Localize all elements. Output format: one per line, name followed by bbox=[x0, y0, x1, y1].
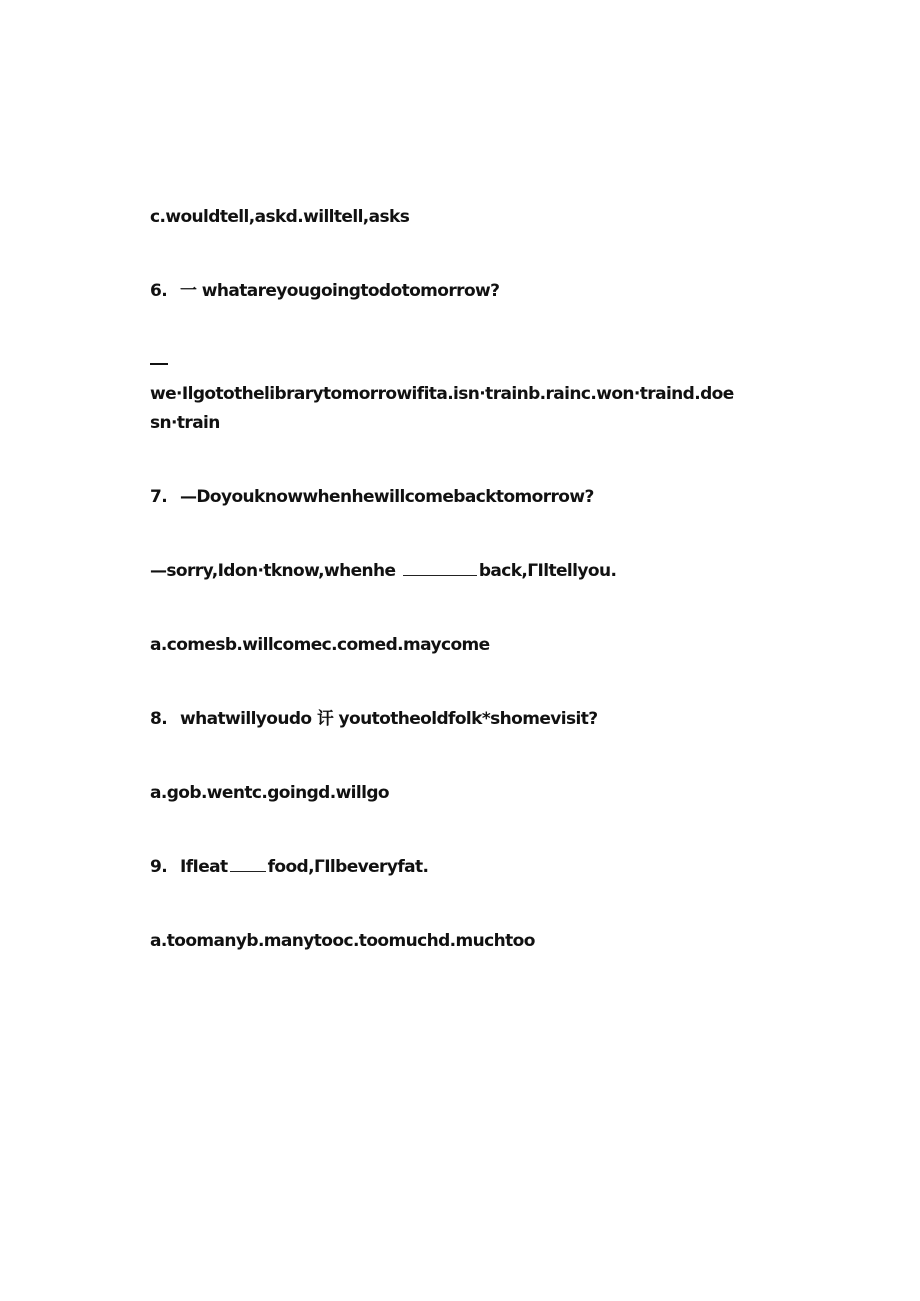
question-7-answer bbox=[150, 556, 616, 586]
question-8 bbox=[150, 704, 598, 734]
answer-text: sn·train bbox=[150, 413, 220, 433]
question-number: 6. bbox=[150, 281, 168, 301]
question-7-options bbox=[150, 630, 490, 660]
question-7 bbox=[150, 482, 594, 512]
dash-mark bbox=[150, 363, 168, 365]
options-text: a.toomanyb.manytooc.toomuchd.muchtoo bbox=[150, 931, 535, 951]
question-6 bbox=[150, 276, 499, 306]
options-text: a.gob.wentc.goingd.willgo bbox=[150, 783, 390, 803]
option-text: c.wouldtell,askd.willtell,asks bbox=[150, 207, 410, 227]
question-9 bbox=[150, 852, 428, 882]
answer-text: we·Ilgotothelibrarytomorrowifita.isn·trainb.rainc.won·traind.doe bbox=[150, 384, 734, 404]
answer-text-before-blank: —sorry,Idon·tknow,whenhe bbox=[150, 561, 396, 581]
question-number: 8. bbox=[150, 709, 168, 729]
option-line-c-d bbox=[150, 202, 409, 232]
question-text: —Doyouknowwhenhewillcomebacktomorrow? bbox=[180, 487, 594, 507]
question-text-before-blank: IfIeat bbox=[180, 857, 228, 877]
question-text-after-blank: food,ΓIlbeveryfat. bbox=[267, 857, 429, 877]
answer-text-after-blank: back,ΓIltellyou. bbox=[478, 561, 617, 581]
question-6-answer-line-2 bbox=[150, 408, 220, 438]
question-text: 一 whatareyougoingtodotomorrow? bbox=[180, 281, 500, 301]
answer-blank bbox=[403, 574, 477, 576]
question-6-answer-line-1 bbox=[150, 379, 734, 409]
question-number: 7. bbox=[150, 487, 168, 507]
question-9-options bbox=[150, 926, 535, 956]
question-blank bbox=[230, 870, 266, 872]
question-number: 9. bbox=[150, 857, 168, 877]
question-text: whatwillyoudo 讦 youtotheoldfolk*shomevisit? bbox=[180, 709, 598, 729]
options-text: a.comesb.willcomec.comed.maycome bbox=[150, 635, 490, 655]
question-8-options bbox=[150, 778, 389, 808]
